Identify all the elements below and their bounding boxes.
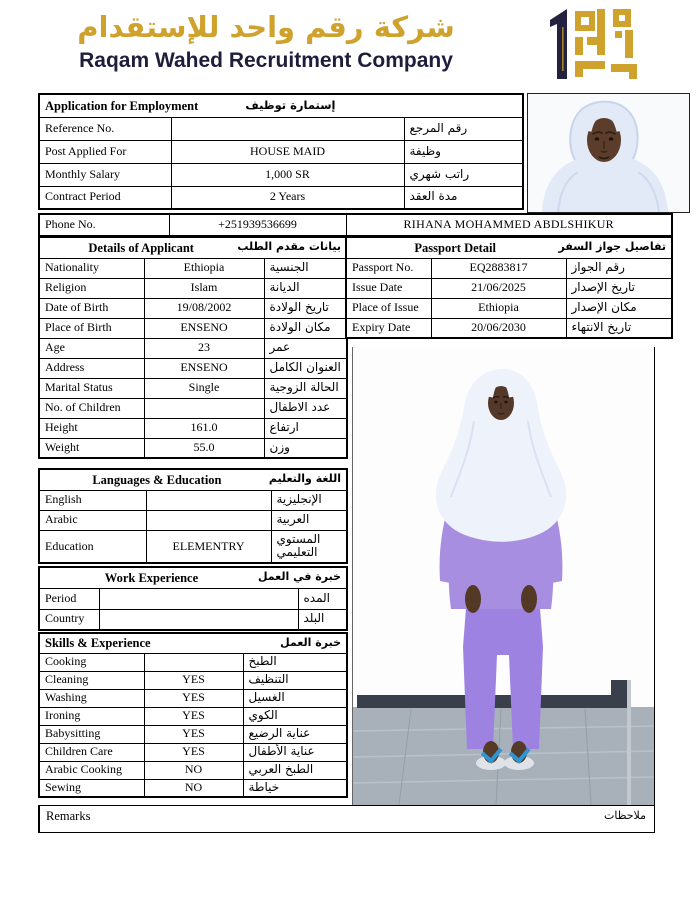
field-label-arabic: الإنجليزية <box>271 490 347 510</box>
table-row <box>39 214 672 236</box>
skills-title-ar: خبرة العمل <box>280 635 341 649</box>
company-name-english: Raqam Wahed Recruitment Company <box>79 49 453 72</box>
field-label: Monthly Salary <box>39 163 171 186</box>
field-label: Cooking <box>39 653 144 671</box>
table-row <box>39 140 523 163</box>
field-label-arabic: مكان الولادة <box>264 318 347 338</box>
languages-table <box>38 468 348 564</box>
field-label-arabic: العنوان الكامل <box>264 358 347 378</box>
field-label-arabic: عناية الرضيع <box>243 725 347 743</box>
phone-label: Phone No. <box>39 214 169 236</box>
field-value: 20/06/2030 <box>431 318 566 338</box>
company-logo <box>533 3 645 85</box>
table-row <box>346 258 672 278</box>
field-value: ENSENO <box>144 358 264 378</box>
table-row <box>39 338 347 358</box>
field-label-arabic: الجنسية <box>264 258 347 278</box>
field-label: Weight <box>39 438 144 458</box>
field-value: 23 <box>144 338 264 358</box>
field-label: Nationality <box>39 258 144 278</box>
table-row <box>39 418 347 438</box>
applicant-full-body-photo <box>352 347 655 805</box>
application-title-ar: إستمارة توظيف <box>245 98 336 113</box>
field-value <box>99 609 298 630</box>
table-row <box>346 278 672 298</box>
field-label: Period <box>39 588 99 609</box>
field-label-arabic: عناية الأطفال <box>243 743 347 761</box>
field-value: NO <box>144 761 243 779</box>
field-label-arabic: عدد الاطفال <box>264 398 347 418</box>
table-row <box>39 490 347 510</box>
full-body-graphic <box>353 347 655 805</box>
field-value <box>144 653 243 671</box>
field-label: Religion <box>39 278 144 298</box>
languages-title-en: Languages & Education <box>92 472 222 487</box>
table-row <box>39 318 347 338</box>
field-label: Height <box>39 418 144 438</box>
table-row <box>39 378 347 398</box>
field-label: Sewing <box>39 779 144 797</box>
field-label: Age <box>39 338 144 358</box>
work-experience-title-en: Work Experience <box>104 570 199 585</box>
details-title-en: Details of Applicant <box>88 240 194 255</box>
field-value: Ethiopia <box>431 298 566 318</box>
table-row <box>39 588 347 609</box>
field-label: Arabic <box>39 510 146 530</box>
passport-title-ar: تفاصيل جواز السفر <box>558 240 666 254</box>
field-label-arabic: رقم المرجع <box>404 117 523 140</box>
application-table-header <box>45 99 517 113</box>
details-table-header <box>45 241 341 255</box>
field-label: Reference No. <box>39 117 171 140</box>
field-label: Ironing <box>39 707 144 725</box>
details-table <box>38 236 348 459</box>
table-row <box>346 298 672 318</box>
table-row <box>39 117 523 140</box>
table-row <box>39 653 347 671</box>
field-label: Children Care <box>39 743 144 761</box>
passport-table-header <box>352 241 666 255</box>
field-label: Place of Issue <box>346 298 431 318</box>
table-row <box>39 258 347 278</box>
field-label-arabic: تاريخ الانتهاء <box>566 318 672 338</box>
field-label: Expiry Date <box>346 318 431 338</box>
application-title-en: Application for Employment <box>45 98 199 113</box>
field-label: Date of Birth <box>39 298 144 318</box>
field-label-arabic: الغسيل <box>243 689 347 707</box>
field-value: Single <box>144 378 264 398</box>
number-one-logo-icon <box>533 3 645 85</box>
field-value <box>171 117 404 140</box>
field-label: Marital Status <box>39 378 144 398</box>
field-label-arabic: الكوي <box>243 707 347 725</box>
table-row <box>39 689 347 707</box>
remarks-label-arabic: ملاحظات <box>604 809 646 822</box>
field-label-arabic: خياطة <box>243 779 347 797</box>
field-value: ELEMENTRY <box>146 530 271 563</box>
field-value: 161.0 <box>144 418 264 438</box>
field-value: 19/08/2002 <box>144 298 264 318</box>
field-label-arabic: الديانة <box>264 278 347 298</box>
skills-title-en: Skills & Experience <box>45 636 151 651</box>
table-row <box>39 278 347 298</box>
field-value: YES <box>144 689 243 707</box>
field-label: English <box>39 490 146 510</box>
field-value: YES <box>144 671 243 689</box>
applicant-headshot-photo <box>527 93 690 213</box>
field-value: NO <box>144 779 243 797</box>
company-name-arabic: شركة رقم واحد للإستقدام <box>77 10 455 44</box>
field-label-arabic: تاريخ الإصدار <box>566 278 672 298</box>
field-label-arabic: العربية <box>271 510 347 530</box>
table-row <box>39 671 347 689</box>
field-value <box>146 490 271 510</box>
field-label-arabic: راتب شهري <box>404 163 523 186</box>
field-label-arabic: عمر <box>264 338 347 358</box>
details-title-ar: بيانات مقدم الطلب <box>237 240 341 254</box>
field-label: Place of Birth <box>39 318 144 338</box>
field-label-arabic: التنظيف <box>243 671 347 689</box>
field-value: 2 Years <box>171 186 404 209</box>
field-label-arabic: الطبخ <box>243 653 347 671</box>
work-experience-title-ar: خبرة في العمل <box>257 570 341 584</box>
field-value: HOUSE MAID <box>171 140 404 163</box>
work-experience-header <box>45 571 341 585</box>
field-label-arabic: المده <box>298 588 347 609</box>
remarks-row <box>38 805 655 833</box>
field-label-arabic: رقم الجواز <box>566 258 672 278</box>
field-label-arabic: ارتفاع <box>264 418 347 438</box>
table-row <box>39 163 523 186</box>
field-label: Arabic Cooking <box>39 761 144 779</box>
field-label-arabic: مدة العقد <box>404 186 523 209</box>
field-value <box>99 588 298 609</box>
field-value: YES <box>144 743 243 761</box>
field-label: Education <box>39 530 146 563</box>
languages-table-header <box>45 473 341 487</box>
field-label-arabic: الطبخ العربي <box>243 761 347 779</box>
table-row <box>346 318 672 338</box>
field-value: 1,000 SR <box>171 163 404 186</box>
field-value: YES <box>144 707 243 725</box>
field-value: 21/06/2025 <box>431 278 566 298</box>
table-row <box>39 510 347 530</box>
table-row <box>39 779 347 797</box>
field-label-arabic: البلد <box>298 609 347 630</box>
field-value: Ethiopia <box>144 258 264 278</box>
field-value: ENSENO <box>144 318 264 338</box>
phone-name-row <box>38 213 673 237</box>
field-label: No. of Children <box>39 398 144 418</box>
field-label: Passport No. <box>346 258 431 278</box>
field-label: Address <box>39 358 144 378</box>
table-row <box>39 438 347 458</box>
field-label: Issue Date <box>346 278 431 298</box>
field-label: Post Applied For <box>39 140 171 163</box>
work-experience-table <box>38 566 348 631</box>
field-label: Cleaning <box>39 671 144 689</box>
remarks-label: Remarks <box>46 809 91 823</box>
table-row <box>39 186 523 209</box>
field-label-arabic: وظيفة <box>404 140 523 163</box>
phone-value: +251939536699 <box>169 214 346 236</box>
field-value: Islam <box>144 278 264 298</box>
field-value <box>144 398 264 418</box>
field-label-arabic: المستوي التعليمي <box>271 530 347 563</box>
field-value <box>146 510 271 530</box>
field-label: Babysitting <box>39 725 144 743</box>
field-label: Contract Period <box>39 186 171 209</box>
skills-table <box>38 632 348 798</box>
headshot-graphic <box>528 94 689 212</box>
table-row <box>39 743 347 761</box>
field-value: 55.0 <box>144 438 264 458</box>
passport-title-en: Passport Detail <box>414 240 497 255</box>
table-row <box>39 725 347 743</box>
field-label-arabic: مكان الإصدار <box>566 298 672 318</box>
table-row <box>39 609 347 630</box>
field-label-arabic: الحالة الزوجية <box>264 378 347 398</box>
languages-title-ar: اللغة والتعليم <box>268 472 341 486</box>
skills-table-header <box>45 636 341 650</box>
table-row <box>39 707 347 725</box>
table-row <box>39 530 347 563</box>
table-row <box>39 358 347 378</box>
passport-table <box>345 236 673 339</box>
application-table <box>38 93 524 210</box>
field-label-arabic: تاريخ الولادة <box>264 298 347 318</box>
field-label: Country <box>39 609 99 630</box>
table-row <box>39 761 347 779</box>
field-value: YES <box>144 725 243 743</box>
field-label: Washing <box>39 689 144 707</box>
table-row <box>39 298 347 318</box>
field-value: EQ2883817 <box>431 258 566 278</box>
table-row <box>39 398 347 418</box>
applicant-name: RIHANA MOHAMMED ABDLSHIKUR <box>346 214 672 236</box>
field-label-arabic: وزن <box>264 438 347 458</box>
